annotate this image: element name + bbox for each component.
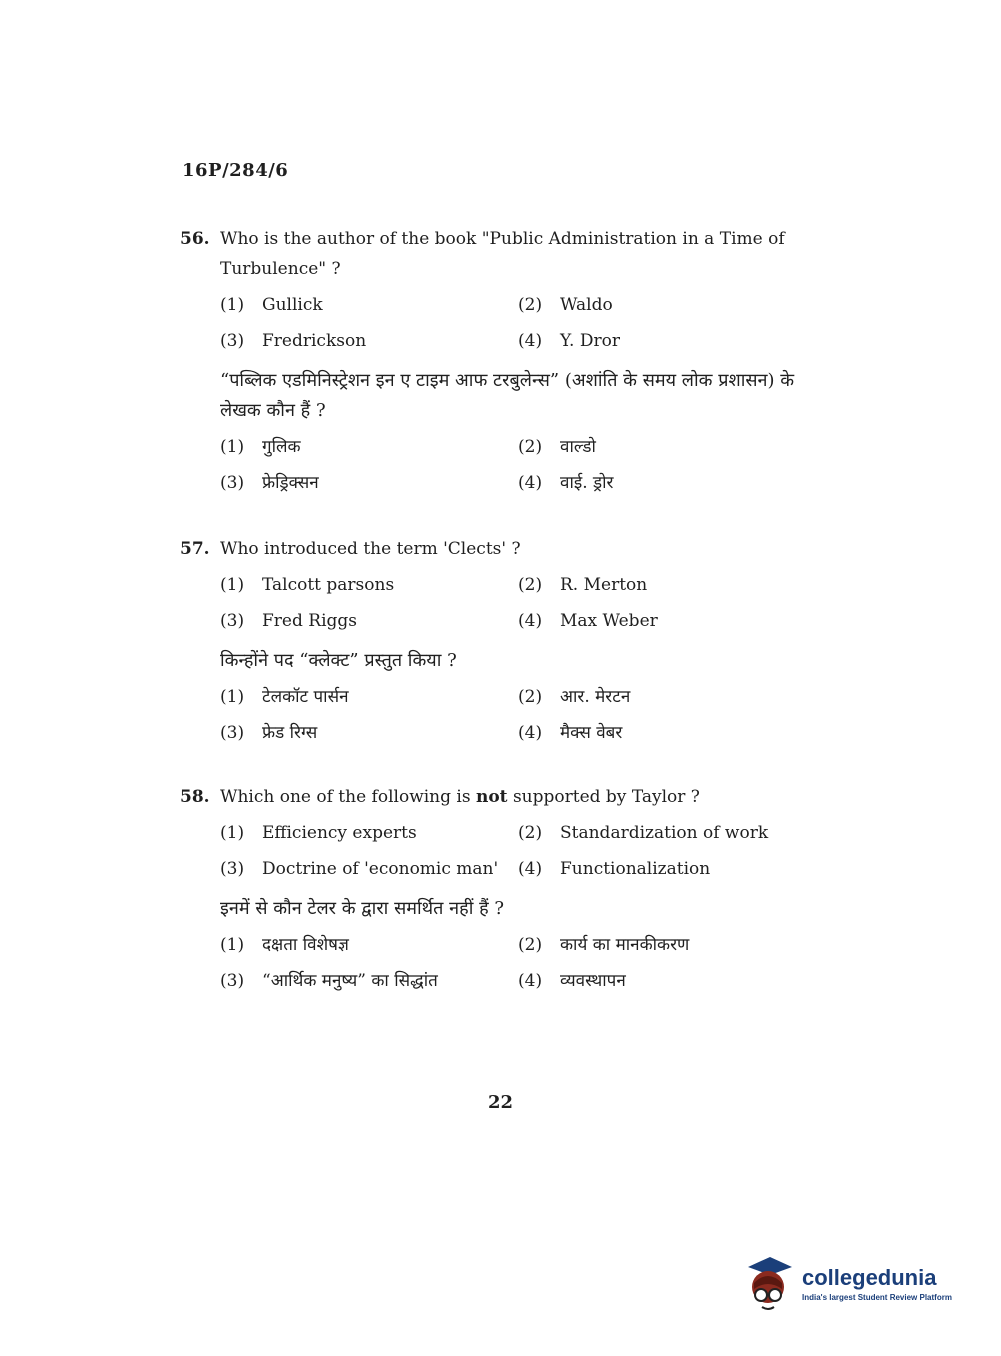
page-number: 22 — [487, 1092, 514, 1113]
option-1-hindi: (1) दक्षता विशेषज्ञ — [220, 935, 349, 955]
options-hindi — [220, 682, 820, 748]
options-english — [220, 290, 820, 356]
option-4-hindi: (4) व्यवस्थापन — [518, 971, 626, 991]
option-1-hindi: (1) टेलकॉट पार्सन — [220, 687, 349, 707]
question-57 — [180, 534, 820, 748]
page-code: 16P/284/6 — [182, 160, 289, 181]
option-4: (4) Functionalization — [518, 859, 711, 879]
option-1: (1) Efficiency experts — [220, 823, 417, 843]
option-3-hindi: (3) फ्रेड रिग्स — [220, 723, 318, 743]
student-mascot-icon — [742, 1253, 798, 1313]
option-2-hindi: (2) वाल्डो — [518, 437, 596, 457]
option-3: (3) Fred Riggs — [220, 611, 357, 631]
options-english — [220, 818, 820, 884]
option-4-hindi: (4) वाई. ड्रोर — [518, 473, 614, 493]
options-hindi — [220, 432, 820, 498]
collegedunia-logo — [742, 1248, 972, 1318]
option-4-hindi: (4) मैक्स वेबर — [518, 723, 623, 743]
option-4: (4) Max Weber — [518, 611, 658, 631]
option-3: (3) Doctrine of 'economic man' — [220, 859, 499, 879]
question-text-hindi: इनमें से कौन टेलर के द्वारा समर्थित नहीं हैं ? — [220, 898, 505, 919]
option-3: (3) Fredrickson — [220, 331, 367, 351]
option-2-hindi: (2) आर. मेरटन — [518, 687, 631, 707]
question-58 — [180, 782, 820, 996]
question-text-hindi: “पब्लिक एडमिनिस्ट्रेशन इन ए टाइम आफ टरबुलेन्स” (अशांति के समय लोक प्रशासन) के लेखक कौन हैं ? — [220, 370, 795, 421]
question-number: 58. — [180, 787, 210, 807]
options-hindi — [220, 930, 820, 996]
logo-tagline: India's largest Student Review Platform — [802, 1292, 952, 1302]
option-3-hindi: (3) फ्रेड्रिक्सन — [220, 473, 319, 493]
option-2-hindi: (2) कार्य का मानकीकरण — [518, 935, 690, 955]
option-1-hindi: (1) गुलिक — [220, 437, 301, 457]
question-text: Which one of the following is not supported by Taylor ? — [220, 787, 700, 807]
option-2: (2) R. Merton — [518, 575, 648, 595]
options-english — [220, 570, 820, 636]
question-number: 57. — [180, 539, 210, 559]
question-text: Who is the author of the book "Public Administration in a Time of Turbulence" ? — [220, 229, 785, 279]
option-2: (2) Waldo — [518, 295, 613, 315]
option-1: (1) Talcott parsons — [220, 575, 395, 595]
question-56 — [180, 224, 820, 498]
option-1: (1) Gullick — [220, 295, 323, 315]
question-number: 56. — [180, 229, 210, 249]
option-2: (2) Standardization of work — [518, 823, 769, 843]
question-text: Who introduced the term 'Clects' ? — [220, 539, 521, 559]
option-3-hindi: (3) “आर्थिक मनुष्य” का सिद्धांत — [220, 971, 438, 991]
option-4: (4) Y. Dror — [518, 331, 620, 351]
question-text-hindi: किन्होंने पद “क्लेक्ट” प्रस्तुत किया ? — [220, 650, 457, 671]
logo-brand-text: collegedunia — [802, 1264, 937, 1290]
